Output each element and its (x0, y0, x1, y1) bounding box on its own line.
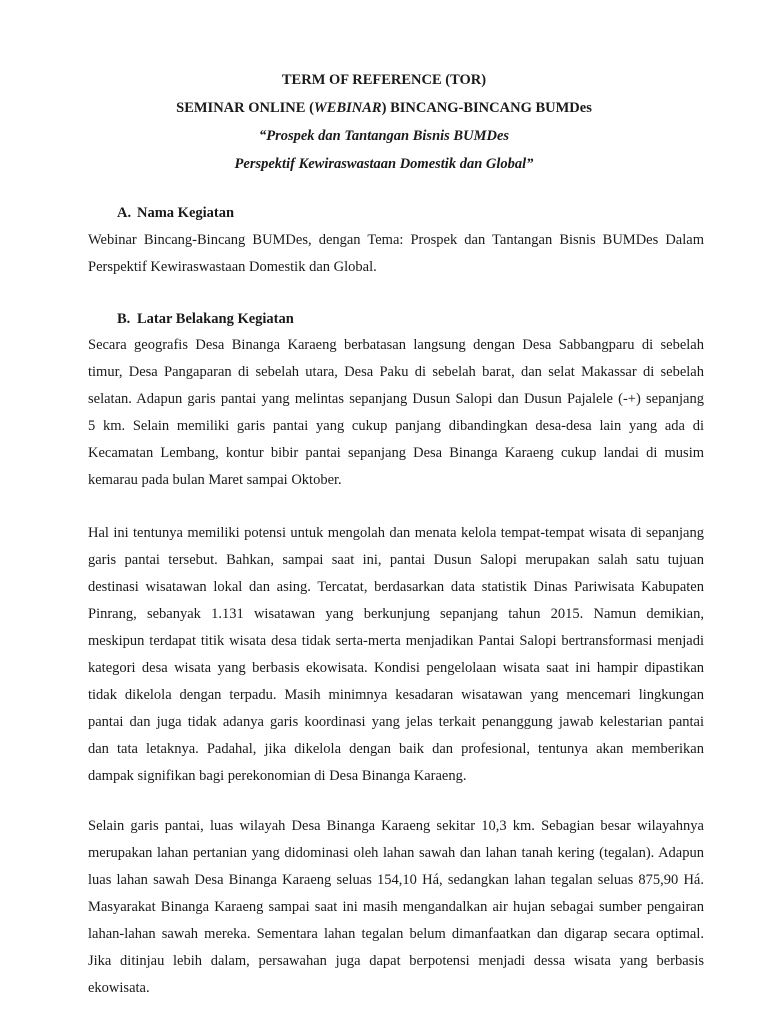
text-line: Hal ini tentunya memiliki potensi untuk mengolah dan menata kelola tempat-tempat wisata di sepanjang (88, 525, 704, 541)
text-line: Webinar Bincang-Bincang BUMDes, dengan Tema: Prospek dan Tantangan Bisnis BUMDes Dalam (88, 232, 704, 248)
text-line: Masyarakat Binanga Karaeng sampai saat ini masih mengandalkan air hujan sebagai sumber pengairan (88, 899, 704, 915)
text-line: Selain garis pantai, luas wilayah Desa Binanga Karaeng sekitar 10,3 km. Sebagian besar wilayahnya (88, 818, 704, 834)
text-line: Secara geografis Desa Binanga Karaeng berbatasan langsung dengan Desa Sabbangparu di sebelah (88, 337, 704, 353)
section-title: Latar Belakang Kegiatan (137, 311, 294, 327)
section-letter: A. (117, 205, 132, 221)
text-line: tidak dikelola dengan terpadu. Masih minimnya kesadaran wisatawan yang mencemari lingkungan (88, 687, 704, 703)
section-a-heading (117, 199, 234, 227)
theme-line-1: “Prospek dan Tantangan Bisnis BUMDes (258, 128, 510, 144)
text-line: Pinrang, sebanyak 1.131 wisatawan yang berkunjung sepanjang tahun 2015. Namun demikian, (88, 606, 704, 622)
text-line: Jika ditinjau lebih dalam, persawahan juga dapat berpotensi menjadi dessa wisata yang berbasis (88, 953, 704, 969)
text-line: kemarau pada bulan Maret sampai Oktober. (88, 472, 342, 488)
text-line: timur, Desa Pangaparan di sebelah utara, Desa Paku di sebelah barat, dan selat Makassar di sebelah (88, 364, 704, 380)
section-title: Nama Kegiatan (137, 205, 235, 221)
text-line: pantai dan juga tidak adanya garis koordinasi yang jelas terkait penanggung jawab kelestarian pantai (88, 714, 704, 730)
webinar-emphasis: WEBINAR (313, 100, 382, 116)
text-line: 5 km. Selain memiliki garis pantai yang cukup panjang dibandingkan desa-desa lain yang ada di (88, 418, 704, 434)
text-line: ekowisata. (88, 980, 150, 996)
text-line: lahan-lahan sawah mereka. Sementara lahan tegalan belum dimanfaatkan dan digarap secara optimal. (88, 926, 704, 942)
text-line: destinasi wisatawan lokal dan asing. Tercatat, berdasarkan data statistik Dinas Pariwisata Kabupaten (88, 579, 704, 595)
text-line: luas lahan sawah Desa Binanga Karaeng seluas 154,10 Há, sedangkan lahan tegalan seluas 875,90 Há. (88, 872, 704, 888)
text-line: dampak signifikan bagi perekonomian di Desa Binanga Karaeng. (88, 768, 467, 784)
text-line: kategori desa wisata yang berbasis ekowisata. Kondisi pengelolaan wisata saat ini hampir dipastikan (88, 660, 704, 676)
theme-line-2: Perspektif Kewiraswastaan Domestik dan Global” (234, 156, 534, 172)
section-letter: B. (117, 311, 131, 327)
text-line: selatan. Adapun garis pantai yang melintas sepanjang Dusun Salopi dan Dusun Pajalele (-+) sepanjang (88, 391, 704, 407)
section-a-paragraph-1 (88, 227, 704, 281)
section-b-paragraph-3 (88, 813, 704, 1002)
text-line: merupakan lahan pertanian yang didominasi oleh lahan sawah dan lahan tanah kering (tegalan). Adapun (88, 845, 704, 861)
text-line: Kecamatan Lembang, kontur bibir pantai sepanjang Desa Binanga Karaeng cukup landai di musim (88, 445, 704, 461)
document-title: TERM OF REFERENCE (TOR) (281, 72, 487, 88)
document-subtitle-seminar: SEMINAR ONLINE (WEBINAR) BINCANG-BINCANG BUMDes (176, 100, 592, 116)
section-b-paragraph-2 (88, 520, 704, 790)
text-line: Perspektif Kewiraswastaan Domestik dan Global. (88, 259, 377, 275)
text-line: garis pantai tersebut. Bahkan, sampai saat ini, pantai Dusun Salopi merupakan salah satu tujuan (88, 552, 704, 568)
text-line: meskipun terdapat titik wisata desa tidak serta-merta menjadikan Pantai Salopi bertransformasi menjadi (88, 633, 704, 649)
text-line: dan tata letaknya. Padahal, jika dikelola dengan baik dan profesional, tentunya akan memberikan (88, 741, 704, 757)
document-header (0, 66, 768, 178)
section-b-heading (117, 305, 294, 333)
section-b-paragraph-1 (88, 332, 704, 494)
